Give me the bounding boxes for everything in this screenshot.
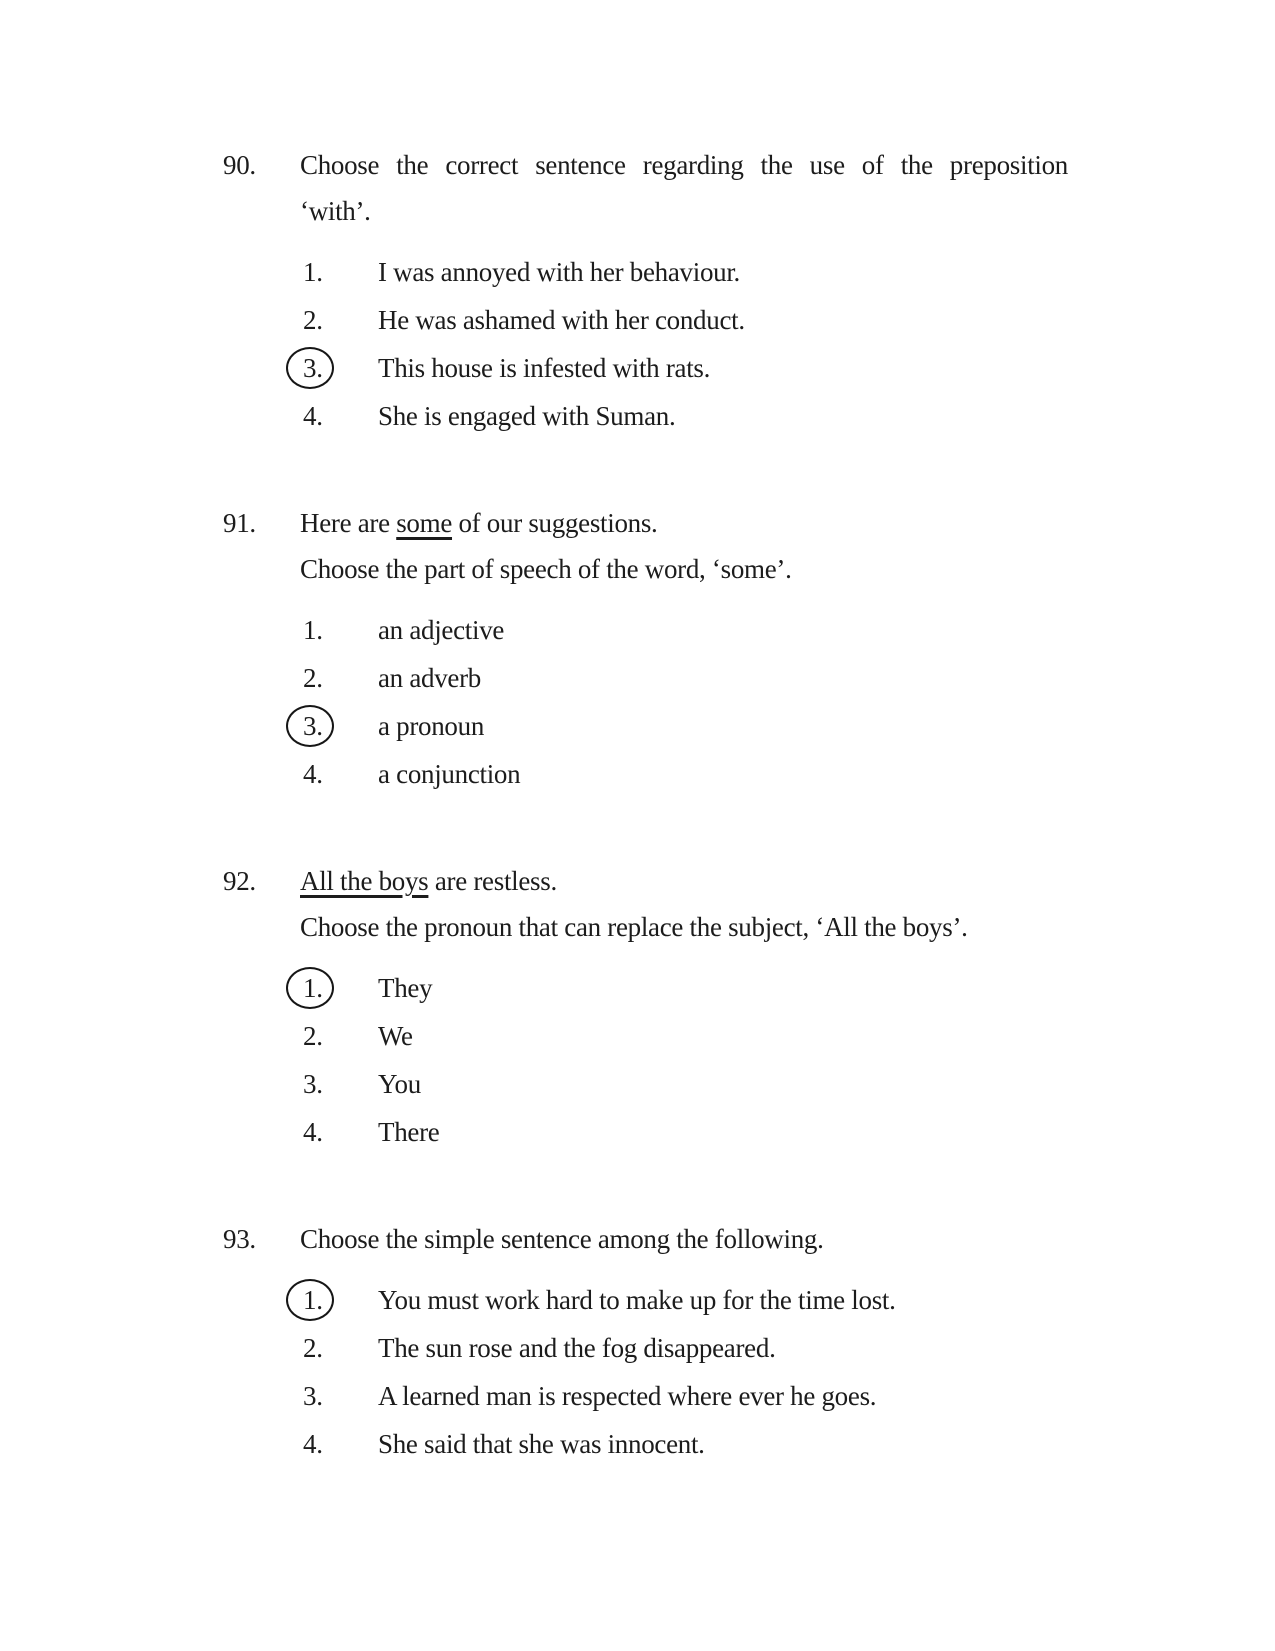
option-row [300, 964, 1068, 1012]
option-row [300, 296, 1068, 344]
option-number [300, 1012, 378, 1060]
question-prompt [300, 142, 1068, 234]
option-number [300, 1108, 378, 1156]
option-number [300, 1276, 378, 1324]
option-label: 1. [303, 257, 323, 287]
option-row [300, 248, 1068, 296]
question-body [300, 1216, 1068, 1468]
question-number: 92. [223, 866, 256, 896]
underlined-text: some [396, 508, 453, 538]
prompt-line [300, 188, 1068, 234]
option-text: We [378, 1021, 413, 1051]
option-row [300, 344, 1068, 392]
option-label: 2. [303, 1333, 323, 1363]
option-text: I was annoyed with her behaviour. [378, 257, 740, 287]
option-text: She said that she was innocent. [378, 1429, 705, 1459]
option-row [300, 606, 1068, 654]
options-list [300, 964, 1068, 1156]
question-block [223, 1216, 1225, 1468]
option-text: There [378, 1117, 440, 1147]
underlined-text: All the boys [300, 866, 429, 896]
option-row [300, 1060, 1068, 1108]
question-block [223, 858, 1225, 1156]
prompt-line [300, 546, 1068, 592]
question-body [300, 858, 1068, 1156]
question-block [223, 500, 1225, 798]
option-text: a pronoun [378, 711, 485, 741]
option-text: They [378, 973, 433, 1003]
option-number [300, 392, 378, 440]
question-prompt [300, 1216, 1068, 1262]
prompt-text: Choose the simple sentence among the following. [300, 1224, 824, 1254]
option-text: The sun rose and the fog disappeared. [378, 1333, 776, 1363]
prompt-text: Choose the part of speech of the word, ‘some’. [300, 554, 792, 584]
option-text: You [378, 1069, 421, 1099]
prompt-line [300, 858, 1068, 904]
option-number [300, 606, 378, 654]
option-text: an adjective [378, 615, 505, 645]
option-text: an adverb [378, 663, 481, 693]
prompt-text: ‘with’. [300, 196, 371, 226]
question-number: 91. [223, 508, 256, 538]
option-row [300, 392, 1068, 440]
prompt-text: are restless. [428, 866, 557, 896]
option-text: a conjunction [378, 759, 521, 789]
option-row [300, 1012, 1068, 1060]
option-row [300, 702, 1068, 750]
option-text: A learned man is respected where ever he goes. [378, 1381, 877, 1411]
option-text: You must work hard to make up for the time lost. [378, 1285, 896, 1315]
option-label: 2. [303, 663, 323, 693]
option-row [300, 1324, 1068, 1372]
prompt-line [300, 1216, 1068, 1262]
option-row [300, 654, 1068, 702]
option-label: 2. [303, 1021, 323, 1051]
option-row [300, 1420, 1068, 1468]
prompt-text: Choose the correct sentence regarding the use of the preposition [300, 150, 1068, 180]
option-number [300, 1420, 378, 1468]
question-prompt [300, 500, 1068, 592]
option-text: This house is infested with rats. [378, 353, 711, 383]
options-list [300, 1276, 1068, 1468]
options-list [300, 606, 1068, 798]
question-prompt [300, 858, 1068, 950]
option-number [300, 344, 378, 392]
option-number [300, 1060, 378, 1108]
option-row [300, 1276, 1068, 1324]
option-label: 3. [303, 1069, 323, 1099]
option-label: 3. [303, 1381, 323, 1411]
option-number [300, 296, 378, 344]
prompt-text: of our suggestions. [452, 508, 658, 538]
options-list [300, 248, 1068, 440]
question-number: 93. [223, 1224, 256, 1254]
option-number [300, 654, 378, 702]
option-number [300, 1324, 378, 1372]
option-label: 4. [303, 401, 323, 431]
prompt-text: Here are [300, 508, 397, 538]
option-number [300, 750, 378, 798]
option-label: 4. [303, 1429, 323, 1459]
prompt-text: Choose the pronoun that can replace the subject, ‘All the boys’. [300, 912, 968, 942]
prompt-line [300, 500, 1068, 546]
option-label: 4. [303, 759, 323, 789]
option-number [300, 964, 378, 1012]
questions-container [223, 142, 1225, 1468]
prompt-line [300, 142, 1068, 188]
option-text: He was ashamed with her conduct. [378, 305, 745, 335]
option-row [300, 750, 1068, 798]
option-number [300, 702, 378, 750]
option-text: She is engaged with Suman. [378, 401, 676, 431]
option-label: 3. [303, 353, 323, 383]
option-label: 1. [303, 1285, 323, 1315]
question-block [223, 142, 1225, 440]
option-row [300, 1108, 1068, 1156]
question-body [300, 500, 1068, 798]
option-label: 3. [303, 711, 323, 741]
option-number [300, 1372, 378, 1420]
option-label: 4. [303, 1117, 323, 1147]
option-label: 2. [303, 305, 323, 335]
question-body [300, 142, 1068, 440]
option-label: 1. [303, 615, 323, 645]
question-number: 90. [223, 150, 256, 180]
option-number [300, 248, 378, 296]
option-row [300, 1372, 1068, 1420]
prompt-line [300, 904, 1068, 950]
option-label: 1. [303, 973, 323, 1003]
